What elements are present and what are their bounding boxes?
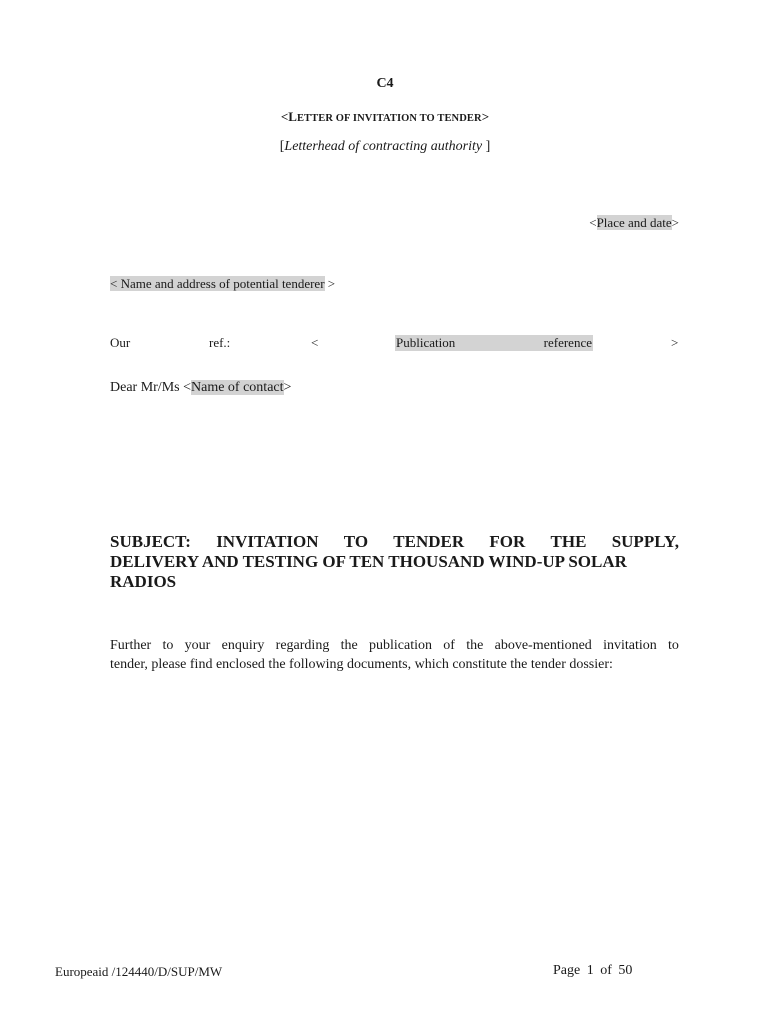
subject-word: INVITATION bbox=[216, 532, 319, 551]
subject-line-2: DELIVERY AND TESTING OF TEN THOUSAND WIND-UP SOLAR bbox=[110, 552, 627, 571]
tenderer-address-placeholder bbox=[110, 276, 335, 292]
ref-close-bracket: > bbox=[671, 335, 679, 350]
title-close: > bbox=[481, 109, 490, 124]
body-word: Further bbox=[110, 638, 152, 653]
letterhead-placeholder bbox=[0, 139, 770, 155]
subject-line-1 bbox=[110, 532, 679, 552]
body-word: invitation bbox=[603, 638, 657, 653]
body-paragraph bbox=[110, 636, 679, 674]
contact-name-field[interactable]: Name of contact bbox=[191, 380, 284, 395]
subject-word: THE bbox=[550, 532, 587, 551]
body-word: the bbox=[340, 638, 358, 653]
body-word: to bbox=[668, 638, 679, 653]
body-line-2: tender, please find enclosed the following documents, which constitute the tender dossier: bbox=[110, 657, 613, 672]
body-word: regarding bbox=[275, 638, 330, 653]
tenderer-address-field[interactable]: < Name and address of potential tenderer bbox=[110, 276, 325, 291]
place-date-placeholder bbox=[589, 215, 679, 231]
document-title bbox=[0, 109, 770, 125]
subject-heading bbox=[110, 532, 679, 592]
salutation-prefix: Dear Mr/Ms < bbox=[110, 380, 191, 395]
body-word: the bbox=[466, 638, 484, 653]
publication-word: Publication bbox=[396, 335, 456, 350]
body-word: of bbox=[443, 638, 455, 653]
place-date-open: < bbox=[589, 215, 597, 230]
subject-word: SUPPLY, bbox=[611, 532, 679, 551]
subject-line-3: RADIOS bbox=[110, 572, 177, 591]
ref-label-ref: ref.: bbox=[209, 335, 231, 350]
body-word: above-mentioned bbox=[494, 638, 592, 653]
place-date-close: > bbox=[671, 215, 679, 230]
subject-word: TO bbox=[343, 532, 369, 551]
page-total: 50 bbox=[618, 963, 633, 978]
body-word: publication bbox=[369, 638, 432, 653]
body-line-1 bbox=[110, 636, 679, 655]
subject-word: TENDER bbox=[393, 532, 465, 551]
body-word: to bbox=[162, 638, 174, 653]
page-current: 1 bbox=[586, 963, 594, 978]
salutation-close: > bbox=[283, 380, 292, 395]
letterhead-open: [ bbox=[279, 139, 285, 154]
footer-reference: Europeaid /124440/D/SUP/MW bbox=[55, 964, 223, 979]
publication-reference-field[interactable] bbox=[395, 335, 593, 351]
page-label: Page bbox=[553, 963, 581, 978]
place-date-field[interactable]: Place and date bbox=[596, 215, 672, 230]
footer-page-number bbox=[553, 963, 632, 979]
body-word: your bbox=[184, 638, 211, 653]
ref-open-bracket: < bbox=[311, 335, 319, 350]
reference-word: reference bbox=[543, 335, 592, 350]
subject-word: SUBJECT: bbox=[110, 532, 191, 551]
letterhead-text: Letterhead of contracting authority bbox=[284, 139, 483, 154]
page-of-label: of bbox=[600, 963, 612, 978]
subject-word: FOR bbox=[489, 532, 526, 551]
body-word: enquiry bbox=[221, 638, 265, 653]
letterhead-close: ] bbox=[482, 139, 491, 154]
tenderer-close: > bbox=[324, 276, 336, 291]
salutation bbox=[110, 380, 291, 396]
ref-label-our: Our bbox=[110, 335, 131, 350]
title-open: <L bbox=[280, 109, 297, 124]
title-small-caps: ETTER OF INVITATION TO TENDER bbox=[296, 113, 482, 124]
document-code: C4 bbox=[376, 76, 394, 91]
